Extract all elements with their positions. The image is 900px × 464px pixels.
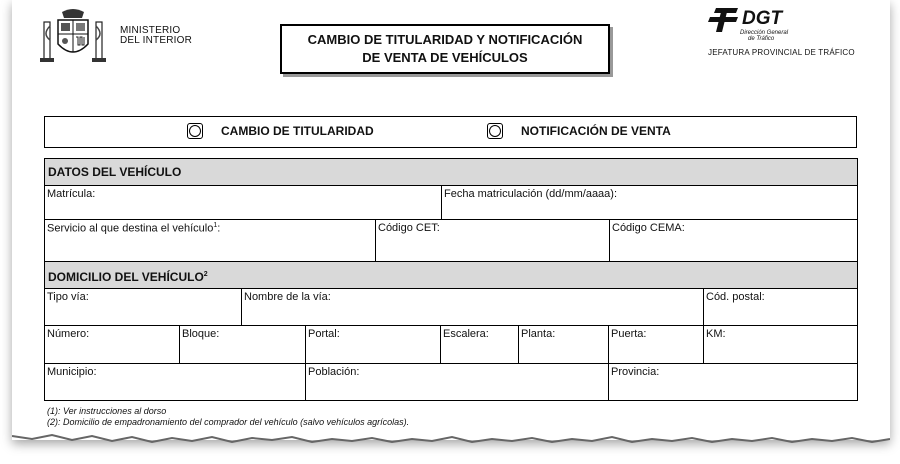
door-field[interactable]: [608, 326, 703, 363]
sale-notification-label: NOTIFICACIÓN DE VENTA: [521, 124, 671, 138]
dgt-logo-text: DGT: [742, 8, 783, 29]
request-type-box: [44, 116, 857, 148]
checkbox-circle-icon: [489, 125, 501, 137]
form-row: [45, 364, 857, 400]
service-colon: :: [217, 222, 221, 235]
stair-label: Escalera:: [443, 328, 489, 340]
street-type-field[interactable]: [45, 289, 241, 325]
form-row: [45, 220, 857, 262]
dgt-subtitle: [740, 30, 788, 42]
town-label: Población:: [308, 366, 360, 378]
block-field[interactable]: [179, 326, 305, 363]
portal-label: Portal:: [308, 328, 340, 340]
province-field[interactable]: [608, 364, 857, 400]
option-change-ownership[interactable]: [187, 123, 374, 139]
note-ref-2: 2: [203, 271, 208, 278]
street-name-label: Nombre de la vía:: [244, 291, 331, 303]
coat-of-arms-icon: [38, 6, 108, 66]
form-row: [45, 326, 857, 364]
ministry-line1: MINISTERIO: [120, 25, 181, 36]
cema-label: Código CEMA:: [612, 222, 685, 234]
checkbox-circle-icon: [189, 125, 201, 137]
service-field[interactable]: [45, 220, 375, 261]
plate-field[interactable]: [45, 186, 441, 219]
floor-field[interactable]: [518, 326, 608, 363]
note-ref-1: 1: [213, 222, 218, 229]
cet-field[interactable]: [375, 220, 609, 261]
postal-code-field[interactable]: [703, 289, 857, 325]
ministry-name: [120, 26, 192, 46]
km-field[interactable]: [703, 326, 857, 363]
form-row: [45, 186, 857, 220]
form-title-line2: DE VENTA DE VEHÍCULOS: [362, 50, 528, 65]
change-ownership-label: CAMBIO DE TITULARIDAD: [221, 124, 374, 138]
vehicle-form: [44, 158, 858, 401]
change-ownership-checkbox[interactable]: [187, 123, 203, 139]
vehicle-section-title: DATOS DEL VEHÍCULO: [45, 159, 857, 186]
floor-label: Planta:: [521, 328, 556, 340]
province-label: Provincia:: [611, 366, 660, 378]
portal-field[interactable]: [305, 326, 440, 363]
form-row: [45, 289, 857, 326]
option-sale-notification[interactable]: [487, 123, 671, 139]
dgt-subtitle-line1: Dirección General: [740, 30, 789, 36]
postal-code-label: Cód. postal:: [706, 291, 765, 303]
registration-date-label: Fecha matriculación (dd/mm/aaaa):: [444, 188, 618, 200]
dgt-footer: JEFATURA PROVINCIAL DE TRÁFICO: [708, 48, 855, 57]
footnotes: [47, 406, 409, 428]
town-field[interactable]: [305, 364, 608, 400]
number-label: Número:: [47, 328, 90, 340]
km-label: KM:: [706, 328, 726, 340]
footnote-1: (1): Ver instrucciones al dorso: [47, 406, 167, 416]
form-title: [280, 24, 610, 74]
form-title-line1: CAMBIO DE TITULARIDAD Y NOTIFICACIÓN: [307, 32, 583, 47]
plate-label: Matrícula:: [47, 188, 96, 200]
address-section-label: DOMICILIO DEL VEHÍCULO: [48, 270, 204, 284]
dgt-subtitle-line2: de Tráfico: [748, 36, 775, 42]
cet-label: Código CET:: [378, 222, 440, 234]
street-name-field[interactable]: [241, 289, 703, 325]
footnote-2: (2): Domicilio de empadronamiento del comprador del vehículo (salvo vehículos agrícolas).: [47, 417, 410, 427]
block-label: Bloque:: [182, 328, 220, 340]
sale-notification-checkbox[interactable]: [487, 123, 503, 139]
municipality-field[interactable]: [45, 364, 305, 400]
door-label: Puerta:: [611, 328, 647, 340]
municipality-label: Municipio:: [47, 366, 97, 378]
torn-edge: [12, 430, 890, 448]
number-field[interactable]: [45, 326, 179, 363]
service-label: Servicio al que destina el vehículo: [47, 222, 214, 235]
address-section-title: [45, 262, 857, 289]
stair-field[interactable]: [440, 326, 518, 363]
registration-date-field[interactable]: [441, 186, 857, 219]
cema-field[interactable]: [609, 220, 857, 261]
street-type-label: Tipo vía:: [47, 291, 89, 303]
ministry-line2: DEL INTERIOR: [120, 35, 193, 46]
